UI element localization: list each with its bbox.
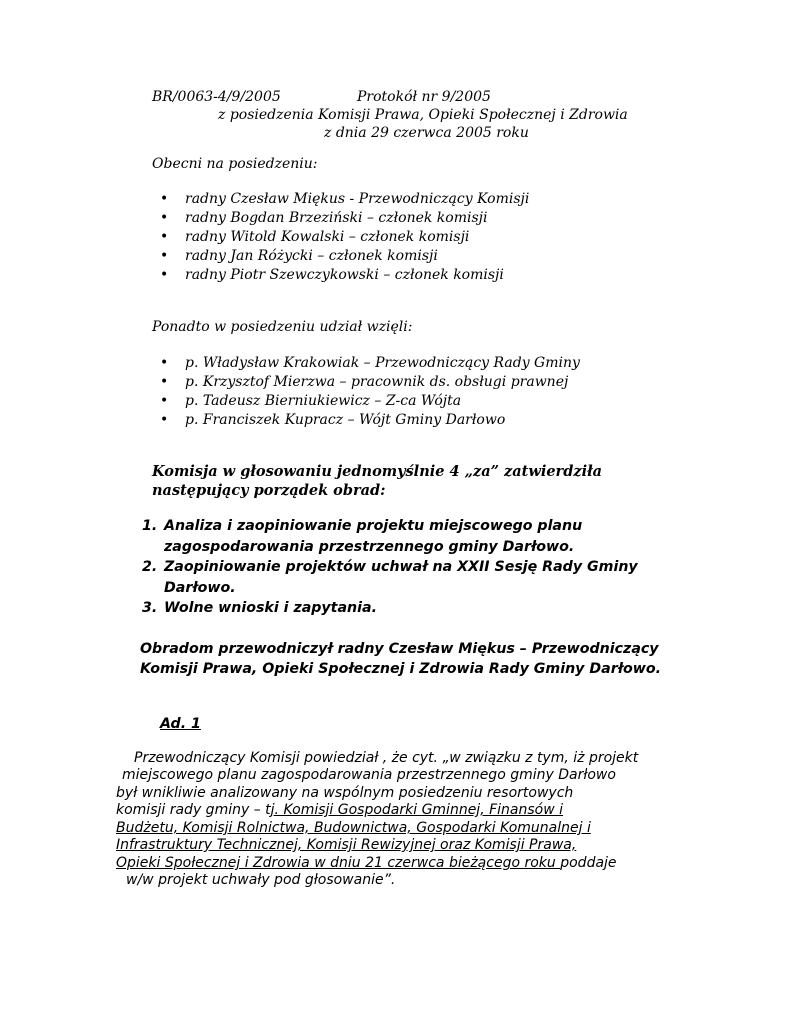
ad1-paragraph-line: Budżetu, Komisji Rolnictwa, Budownictwa, Gospodarki Komunalnej i [116, 820, 591, 836]
list-item: • p. Władysław Krakowiak – Przewodniczący Rady Gminy [160, 355, 580, 371]
list-item: • p. Krzysztof Mierzwa – pracownik ds. obsługi prawnej [160, 374, 569, 390]
ad1-paragraph-line: Infrastruktury Technicznej, Komisji Rewizyjnej oraz Komisji Prawa, [116, 837, 577, 853]
list-item: • radny Witold Kowalski – członek komisji [160, 229, 470, 245]
list-item: • radny Piotr Szewczykowski – członek komisji [160, 267, 504, 283]
meeting-date: z dnia 29 czerwca 2005 roku [324, 125, 529, 141]
list-item: • radny Bogdan Brzeziński – członek komisji [160, 210, 488, 226]
others-heading: Ponadto w posiedzeniu udział wzięli: [152, 319, 413, 335]
bullet-icon: • [160, 393, 169, 409]
ad1-paragraph-line: w/w projekt uchwały pod głosowanie”. [126, 872, 396, 888]
bullet-icon: • [160, 248, 169, 264]
agenda-item: 3. Wolne wnioski i zapytania. [142, 600, 377, 616]
ad1-paragraph-line: Przewodniczący Komisji powiedział , że cyt. „w związku z tym, iż projekt [134, 750, 639, 766]
reference-number: BR/0063-4/9/2005 [152, 89, 281, 105]
bullet-icon: • [160, 229, 169, 245]
chair-line1: Obradom przewodniczył radny Czesław Miękus – Przewodniczący [140, 641, 659, 657]
bullet-icon: • [160, 412, 169, 428]
ad1-paragraph-line: Opieki Społecznej i Zdrowia w dniu 21 czerwca bieżącego roku poddaje [116, 855, 617, 871]
section-heading-ad1: Ad. 1 [160, 716, 201, 732]
protocol-title: Protokół nr 9/2005 [357, 89, 491, 105]
list-item: • radny Czesław Miękus - Przewodniczący Komisji [160, 191, 530, 207]
bullet-icon: • [160, 191, 169, 207]
bullet-icon: • [160, 374, 169, 390]
ad1-paragraph-line: komisji rady gminy – tj. Komisji Gospodarki Gminnej, Finansów i [116, 802, 564, 818]
meeting-subtitle: z posiedzenia Komisji Prawa, Opieki Społecznej i Zdrowia [218, 107, 628, 123]
present-list [160, 190, 529, 285]
list-item: • p. Franciszek Kupracz – Wójt Gminy Darłowo [160, 412, 506, 428]
agenda-item: 1. Analiza i zaopiniowanie projektu miejscowego planu zagospodarowania przestrzennego gminy Darłowo. [142, 518, 583, 555]
chair-line2: Komisji Prawa, Opieki Społecznej i Zdrowia Rady Gminy Darłowo. [140, 661, 662, 677]
bullet-icon: • [160, 210, 169, 226]
list-item: • radny Jan Różycki – członek komisji [160, 248, 438, 264]
ad1-paragraph-line: był wnikliwie analizowany na wspólnym posiedzeniu resortowych [116, 785, 574, 801]
agenda-item: 2. Zaopiniowanie projektów uchwał na XXII Sesję Rady Gminy Darłowo. [142, 559, 638, 596]
list-item: • p. Tadeusz Bierniukiewicz – Z-ca Wójta [160, 393, 462, 409]
ad1-paragraph-line: miejscowego planu zagospodarowania przestrzennego gminy Darłowo [122, 767, 616, 783]
bullet-icon: • [160, 267, 169, 283]
bullet-icon: • [160, 355, 169, 371]
present-heading: Obecni na posiedzeniu: [152, 156, 318, 172]
agenda-list [142, 516, 638, 619]
agenda-intro-line2: następujący porządek obrad: [152, 482, 386, 499]
others-list [160, 354, 580, 430]
agenda-intro-line1: Komisja w głosowaniu jednomyślnie 4 „za” zatwierdziła [152, 463, 603, 480]
